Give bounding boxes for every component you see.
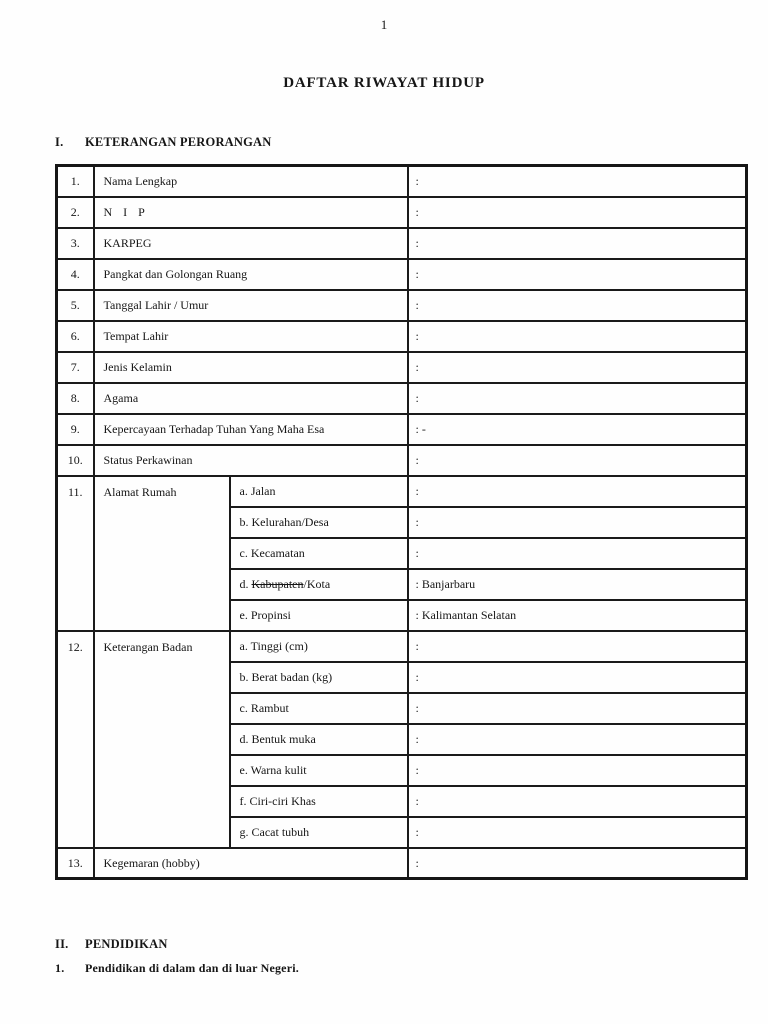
row-value-cell: : [408, 166, 747, 197]
kabupaten-struck-text: Kabupaten [251, 577, 304, 591]
row-value-cell: : [408, 228, 747, 259]
table-row [57, 352, 747, 383]
document-title: DAFTAR RIWAYAT HIDUP [283, 75, 485, 91]
row-label-cell: Jenis Kelamin [94, 352, 408, 383]
table-row-alamat [57, 476, 747, 507]
table-row [57, 383, 747, 414]
row-label-cell: Tempat Lahir [94, 321, 408, 352]
row-value-cell: : [408, 321, 747, 352]
row-number-cell: 10. [57, 445, 94, 476]
row-label-cell: Keterangan Badan [94, 631, 230, 848]
table-row [57, 259, 747, 290]
education-subheading-numeral: 1. [55, 961, 65, 975]
section-ii-title: PENDIDIKAN [85, 937, 168, 951]
table-row [57, 197, 747, 228]
row-value-cell: : [408, 755, 747, 786]
row-value-cell: : [408, 662, 747, 693]
row-number-cell: 2. [57, 197, 94, 228]
sub-label-cell: b. Kelurahan/Desa [230, 507, 408, 538]
row-value-cell: : [408, 445, 747, 476]
row-value-cell: : [408, 507, 747, 538]
row-label-cell: Tanggal Lahir / Umur [94, 290, 408, 321]
row-label-cell: Pangkat dan Golongan Ruang [94, 259, 408, 290]
row-value-cell: : [408, 383, 747, 414]
row-number-cell: 5. [57, 290, 94, 321]
row-number-cell: 8. [57, 383, 94, 414]
row-value-cell: : [408, 538, 747, 569]
section-i-title: KETERANGAN PERORANGAN [85, 135, 272, 149]
row-value-cell: : [408, 786, 747, 817]
table-row [57, 848, 747, 879]
section-i-heading [55, 134, 768, 150]
education-subheading-title: Pendidikan di dalam dan di luar Negeri. [85, 961, 299, 975]
row-value-cell: : Banjarbaru [408, 569, 747, 600]
row-number-cell: 9. [57, 414, 94, 445]
row-value-cell: : [408, 693, 747, 724]
section-i-numeral: I. [55, 135, 64, 149]
table-row [57, 414, 747, 445]
sub-label-cell: b. Berat badan (kg) [230, 662, 408, 693]
row-value-cell: : - [408, 414, 747, 445]
row-value-cell: : [408, 476, 747, 507]
sub-label-suffix: /Kota [303, 577, 331, 591]
row-label-cell: Agama [94, 383, 408, 414]
education-subheading [55, 961, 768, 976]
sub-label-cell: f. Ciri-ciri Khas [230, 786, 408, 817]
sub-label-cell: e. Propinsi [230, 600, 408, 631]
row-label-cell: Status Perkawinan [94, 445, 408, 476]
row-number-cell: 11. [57, 476, 94, 631]
table-row [57, 166, 747, 197]
row-number-cell: 4. [57, 259, 94, 290]
table-row [57, 321, 747, 352]
sub-label-cell: e. Warna kulit [230, 755, 408, 786]
row-number-cell: 1. [57, 166, 94, 197]
table-row-badan [57, 631, 747, 662]
row-number-cell: 13. [57, 848, 94, 879]
row-label-cell: Alamat Rumah [94, 476, 230, 631]
row-number-cell: 6. [57, 321, 94, 352]
row-label-cell: Nama Lengkap [94, 166, 408, 197]
table-row [57, 445, 747, 476]
row-value-cell: : [408, 197, 747, 228]
sub-label-cell: a. Tinggi (cm) [230, 631, 408, 662]
sub-label-cell: d. Bentuk muka [230, 724, 408, 755]
row-value-cell: : [408, 352, 747, 383]
row-value-cell: : [408, 290, 747, 321]
sub-label-cell: g. Cacat tubuh [230, 817, 408, 848]
sub-label-cell: a. Jalan [230, 476, 408, 507]
table-row [57, 228, 747, 259]
row-label-cell: Kepercayaan Terhadap Tuhan Yang Maha Esa [94, 414, 408, 445]
row-number-cell: 12. [57, 631, 94, 848]
sub-label-cell: c. Rambut [230, 693, 408, 724]
page-number: 1 [380, 17, 388, 32]
sub-label-cell: c. Kecamatan [230, 538, 408, 569]
row-value-cell: : [408, 259, 747, 290]
section-ii-numeral: II. [55, 937, 69, 951]
row-value-cell: : [408, 631, 747, 662]
row-label-cell: KARPEG [94, 228, 408, 259]
row-label-cell: N I P [94, 197, 408, 228]
row-label-cell: Kegemaran (hobby) [94, 848, 408, 879]
sub-label-cell-kabupaten-kota [230, 569, 408, 600]
table-row [57, 290, 747, 321]
section-ii-heading [55, 936, 768, 952]
row-value-cell: : [408, 817, 747, 848]
row-value-cell: : Kalimantan Selatan [408, 600, 747, 631]
row-number-cell: 3. [57, 228, 94, 259]
sub-label-prefix: d. [239, 577, 252, 591]
row-value-cell: : [408, 848, 747, 879]
row-value-cell: : [408, 724, 747, 755]
personal-info-table [55, 164, 748, 880]
row-number-cell: 7. [57, 352, 94, 383]
